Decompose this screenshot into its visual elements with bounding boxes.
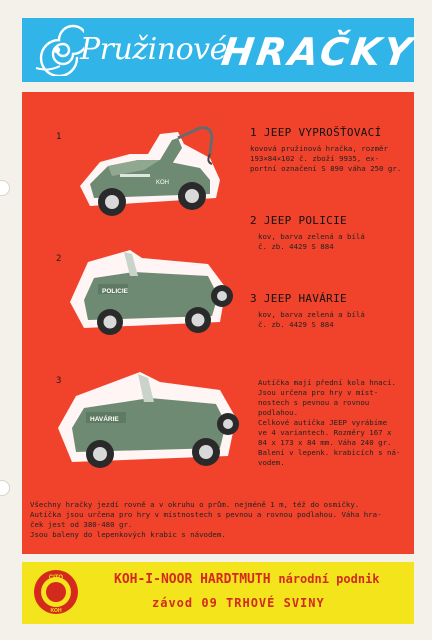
wheel xyxy=(97,309,123,335)
company-name-main: KOH-I-NOOR HARDTMUTH xyxy=(114,572,271,587)
manufacturer-footer xyxy=(22,562,414,624)
title-bold: HRAČKY xyxy=(218,30,418,74)
item-title: 2 JEEP POLICIE xyxy=(250,214,347,227)
footnote-line: Jsou baleny do lepenkových krabic s návodem. xyxy=(30,530,226,539)
crash-jeep-image xyxy=(50,362,240,482)
punch-hole xyxy=(0,180,10,196)
item-number: 1 xyxy=(56,132,62,142)
product-panel xyxy=(22,92,414,554)
koh-i-noor-logo-icon xyxy=(32,568,80,616)
item-description xyxy=(258,310,365,330)
footnote xyxy=(30,500,410,540)
item-title: 1 JEEP VYPROŠŤOVACÍ xyxy=(250,126,382,139)
footnote-line: Autíčka jsou určena pro hry v místnostech s pevnou a rovnou podlahou. Váha hra- xyxy=(30,510,382,519)
spring-spiral-icon xyxy=(30,24,84,76)
item-description xyxy=(250,144,401,174)
wheel xyxy=(178,182,206,210)
item-number: 3 xyxy=(56,376,62,386)
tow-jeep-image xyxy=(60,114,240,234)
police-jeep-image xyxy=(58,242,238,352)
info-paragraph xyxy=(258,378,408,468)
footnote-line: ček jest od 380-480 gr. xyxy=(30,520,133,529)
item-title: 3 JEEP HAVÁRIE xyxy=(250,292,347,305)
info-line: vodem. xyxy=(258,458,285,467)
wheel xyxy=(211,285,233,307)
info-line: nostech s pevnou a rovnou podlahou. xyxy=(258,398,370,417)
info-line: 84 x 173 x 84 mm. Váha 240 gr. xyxy=(258,438,392,447)
footnote-line: Všechny hračky jezdí rovně a v okruhu o prům. nejméně 1 m, též do osmičky. xyxy=(30,500,360,509)
wheel xyxy=(217,413,239,435)
description-line: č. zb. 4429 S 884 xyxy=(258,320,334,329)
description-line: č. zb. 4429 S 884 xyxy=(258,242,334,251)
description-line: kov, barva zelená a bílá xyxy=(258,232,365,241)
factory-line: závod 09 TRHOVÉ SVINY xyxy=(152,596,325,610)
info-line: ve 4 variantech. Rozměry 167 x xyxy=(258,428,392,437)
description-line: kov, barva zelená a bílá xyxy=(258,310,365,319)
wheel xyxy=(86,440,114,468)
info-line: Celkové autíčka JEEP vyrábíme xyxy=(258,418,388,427)
logo-text: CITO xyxy=(48,575,64,581)
svg-text:KOH: KOH xyxy=(156,180,170,186)
wheel xyxy=(185,307,211,333)
wheel xyxy=(98,188,126,216)
item-number: 2 xyxy=(56,254,62,264)
wheel xyxy=(192,438,220,466)
title-script: Pružinové xyxy=(80,32,227,67)
description-line: 193×84×102 č. zboží 9935, ex- xyxy=(250,154,380,163)
description-line: kovová pružinová hračka, rozměr xyxy=(250,144,388,153)
jeep-label: POLICIE xyxy=(102,288,129,295)
info-line: Balení v lepenk. krabicích s ná- xyxy=(258,448,401,457)
company-subtitle: národní podnik xyxy=(278,572,380,586)
title-banner xyxy=(22,18,418,82)
jeep-label: HAVÁRIE xyxy=(90,416,119,423)
info-line: Autíčka mají přední kola hnací. Jsou určena pro hry v míst- xyxy=(258,378,396,397)
logo-text: KOH xyxy=(50,608,62,614)
description-line: portní označení S 890 váha 250 gr. xyxy=(250,164,402,173)
company-name xyxy=(114,572,380,587)
item-description xyxy=(258,232,365,252)
punch-hole xyxy=(0,480,10,496)
